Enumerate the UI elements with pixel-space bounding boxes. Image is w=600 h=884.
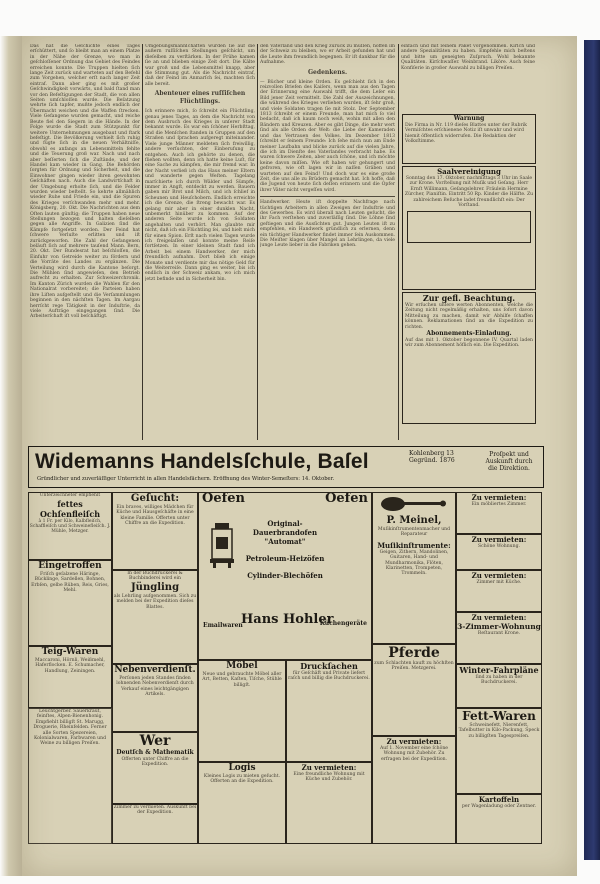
text-column-1: Das hat die Geſchichte eines Tages erſchüttert, und ſo bleibt man an einem Platze in der Nähe der Grenze, wo man in geſchloſſener Ordnung das Gebiet des Feindes erreichen konnte. Die Truppen hielten ſich lange Zeit zurück und warteten auf den Befehl zum Vorgehen, welcher erſt nach langer Zeit eintraf. Dann aber ging es mit großer Geſchwindigkeit vorwärts, und bald ſtand man vor den Befeſtigungen der Stadt, die von allen Seiten umſchloſſen wurde. Die Beſatzung wehrte ſich tapfer, mußte jedoch endlich der Übermacht weichen und die Waffen ſtrecken. Viele Gefangene wurden gemacht, und reiche Beute fiel den Siegern in die Hände. In der Folge wurde die Stadt zum Stützpunkt für weitere Unternehmungen ausgebaut und ſtark befeſtigt. Die Bevölkerung verhielt ſich ruhig und fügte ſich in die neuen Verhältniſſe, obwohl es anfangs an Lebensmitteln fehlte und die Teuerung groß war. Nach und nach aber beſſerten ſich die Zuſtände, und der Handel kam wieder in Gang. Die Behörden ſorgten für Ordnung und Sicherheit, und die Einwohner gingen wieder ihren gewohnten Geſchäften nach. Auch die Landwirtſchaft in der Umgebung erholte ſich, und die Felder wurden wieder beſtellt. So kehrte allmählich wieder Ruhe und Friede ein, und die Spuren des Krieges verſchwanden mehr und mehr. Königsberg, 20. Okt. Die Nachrichten aus dem Oſten lauten günſtig; die Truppen haben neue Stellungen bezogen und halten dieſelben gegen alle Angriffe. In Galizien ſind die Kämpfe fortgeſetzt worden. Der Feind hat ſchwere Verluſte erlitten und iſt zurückgeworfen. Die Zahl der Gefangenen beläuft ſich auf mehrere tauſend Mann. Bern, 20. Okt. Der Bundesrat hat beſchloſſen, die Einfuhr von Getreide weiter zu fördern und die Vorräte des Landes zu ergänzen. Die Verteilung wird durch die Kantone beſorgt. Die Mühlen ſind angewieſen, den Betrieb aufrecht zu erhalten. Zur Schweizerchronik. Im Kanton Zürich wurden die Wahlen für den Nationalrat vorbereitet; die Parteien haben ihre Liſten aufgeſtellt und die Verſammlungen beginnen in den nächſten Tagen. Im Aargau herrſcht rege Tätigkeit in der Induſtrie, da viele Aufträge eingegangen ſind. Die Arbeiterſchaft iſt voll beſchäftigt.: [30, 44, 140, 320]
ad-vermieten-e3: Zu vermieten: Zimmer mit Küche.: [456, 570, 542, 612]
banner-prospekt-3: die Direktion.: [488, 465, 530, 472]
warnung-box: Warnung Die Firma in Nr. 119 dieſes Blattes unter der Rubrik Vermiſchtes erſchienene Notiz iſt unwahr und wird hiemit öffentlich widerrufen. Die Redaktion der Volksſtimme.: [402, 114, 536, 164]
ad-fett-title: Fett-Waren: [462, 709, 536, 723]
book-binding: [0, 36, 22, 876]
ad-kartoffeln: Kartoffeln per Wagenladung oder Zentner.: [456, 794, 542, 844]
ad-meinel-title: P. Meinel,: [386, 515, 442, 526]
saal-heading: Saalvereinigung: [437, 167, 501, 176]
ad-fett: Fett-Waren Schweinefett, Nierenfett, Tafelbutter in Kilo-Packung, Speck zu billigſten Tagespreiſen.: [456, 708, 542, 794]
ad-vermieten-c: Zu vermieten: Eine freundliche Wohnung mit Küche und Zubehör.: [286, 762, 372, 844]
ad-misc-a: Leuchtgerber. Sauerkraut, feinſtes, Alpen-Bienenhonig. Empfiehlt billigſt St. Marugg, Droguerie, Rheinfelden. Ferner alle Sorten Spezereien, Kolonialwaren, Farbwaren und Weine zu billigen Preiſen.: [28, 708, 112, 844]
abonnement-heading: Abonnements-Einladung.: [426, 330, 512, 338]
beachtung-heading: Zur gefl. Beachtung.: [422, 293, 516, 303]
banner-subtitle: Gründlicher und zuverläſſiger Unterricht in allen Handelsfächern. Eröffnung des Winter-Semeſters: 14. Oktober.: [37, 476, 335, 482]
ad-wer-title: Wer: [139, 733, 171, 749]
book-spine: [584, 40, 600, 860]
ad-drucksachen: Druckſachen für Geſchäft und Private liefert raſch und billig die Buchdruckerei.: [286, 660, 372, 762]
ad-vermieten-e1: Zu vermieten: Ein möbliertes Zimmer.: [456, 492, 542, 534]
ad-winter-title: Winter-Fahrpläne: [459, 665, 539, 675]
ad-logis-title: Logis: [228, 763, 256, 773]
ad-dreizimmer-title: 3-Zimmer-Wohnung: [457, 622, 541, 631]
ad-pferde: Pferde zum Schlachten kauft zu höchſten Preiſen. Metzgerei.: [372, 644, 456, 736]
column-rule: [398, 44, 399, 440]
ad-original: Original-Dauerbrandofen: [252, 519, 318, 537]
ad-deutsch-title: Deutſch & Mathematik: [116, 749, 194, 756]
article-heading: Gedenkens.: [307, 68, 348, 76]
ad-jungling: In der Buchdruckerei & Buchbinderei wird ein Jüngling als Lehrling aufgenommen. Sich zu melden bei der Expedition dieſes Blattes.: [112, 570, 198, 664]
violin-icon: [379, 495, 449, 513]
saal-box: Saalvereinigung Sonntag den 17. Oktober, nachmittags 3 Uhr im Saale zur Krone. Vorſtellung mit Muſik und Geſang. Herr Ernſt Willimann, Geſangslehrer. Fräulein Hermine Zürcher, Pianiſtin. Eintritt 50 Rp. Kinder die Hälfte. Zu zahlreichem Beſuche ladet freundlichſt ein: Der Vorſtand.: [402, 166, 536, 290]
ad-nebenverdienst: Nebenverdienſt. Perſonen jeden Standes finden lohnenden Nebenverdienſt durch Verkauf eines leichtgängigen Artikels.: [112, 664, 198, 732]
ad-dreizimmer-label: Zu vermieten:: [471, 613, 527, 622]
ad-meinel: P. Meinel, Muſikinſtrumentenmacher und Reparateur Muſikinſtrumente: Geigen, Zithern, Mandolinen, Guitaren, Hand- und Mundharmonika, Flöten, Klarinetten, Trompeten, Trommeln.: [372, 492, 456, 644]
ad-drucksachen-title: Druckſachen: [300, 661, 358, 671]
ad-winter: Winter-Fahrpläne ſind zu haben in der Buchdruckerei.: [456, 664, 542, 708]
ad-vermieten-e1-title: Zu vermieten:: [471, 493, 527, 502]
ad-teig-title: Teig-Waren: [41, 647, 99, 657]
ad-gesucht-title: Geſucht:: [130, 493, 180, 504]
ad-vermieten-d: Zu vermieten: Auf 1. November eine ſchöne Wohnung mit Zubehör. Zu erfragen bei der Expedition.: [372, 736, 456, 844]
ad-wer: Wer Deutſch & Mathematik Offerten unter Chiffre an die Expedition.: [112, 732, 198, 804]
ad-oefen-right: Oefen: [325, 492, 368, 506]
ad-petroleum: Petroleum-Heizöfen: [245, 554, 325, 563]
article-heading: Abenteuer eines ruſſiſchen Flüchtlings.: [154, 90, 246, 106]
ad-kuchengerate: Küchengeräte: [319, 620, 367, 627]
ad-vermieten-e3-title: Zu vermieten:: [471, 571, 527, 580]
banner-founded: Gegründ. 1876: [409, 457, 455, 464]
ad-automat: "Automat": [264, 537, 306, 546]
stove-icon: [207, 521, 237, 569]
ad-ochsenfleisch-title: fettes Ochſenfleiſch: [39, 499, 101, 519]
banner-title: Widemanns Handelsſchule, Baſel: [35, 450, 369, 473]
ad-hohler: Hans Hohler: [241, 612, 334, 627]
ad-jungling-title: Jüngling: [130, 581, 180, 593]
text-column-3: den Vaterland und den Krieg zurück zu müſſen, hoffen im der Schweiz zu bleiben, wo er Arbeit gefunden hat und die Leute ihm freundlich begegnen. Er iſt dankbar für die Aufnahme. Gedenkens. — Bücher und kleine Orden. Es geſchieht ſich in den reizvollen Briefen des Kaiſers, wenn man aus den Tagen der Erinnerung eine Auswahl trifft, die dem Leſer ein Bild jener Zeit vermittelt. Die Zahl der Auszeichnungen, die während des Krieges verliehen wurden, iſt ſehr groß, und viele Soldaten tragen ſie mit Stolz. Der September 1813 ſchreibt er einem Freunde, man hat mich ſo viel bedacht, daß ich kaum noch weiß, wohin mit allen den Bändern und Kreuzen. Aber es gibt Dinge, die mehr wert ſind als alle Orden der Welt: die Liebe der Kameraden und das Vertrauen des Volkes. Im Dezember 1813 ſchreibt er ſeinem Freunde: Ich ſehe mich nun am Ende meiner Laufbahn und blicke zurück auf die vielen Jahre, die ich im Dienſte des Vaterlandes verbracht habe. Es waren ſchwere Zeiten, aber auch ſchöne, und ich möchte keine davon miſſen. Wie oft haben wir gehungert und gefroren, wie oft lagen wir in naſſen Gräben und warteten auf den Feind! Und doch war es eine große Zeit, die uns alle zu Brüdern gemacht hat. Ich hoffe, daß die Jugend von heute ſich deſſen erinnern und die Opfer ihrer Väter nicht vergeſſen wird. Handwerker. Heute iſt doppelte Nachfrage nach tüchtigen Arbeitern in allen Zweigen der Induſtrie und des Gewerbes. Es wird überall nach Leuten geſucht, die ihr Fach verſtehen und zuverläſſig ſind. Die Löhne ſind geſtiegen und die Ausſichten gut. Jungen Leuten iſt zu empfehlen, ein Handwerk gründlich zu erlernen, denn ein tüchtiger Handwerker findet immer ſein Auskommen. Die Meiſter klagen über Mangel an Lehrlingen, da viele junge Leute lieber in die Fabriken gehen.: [260, 44, 395, 249]
banner-prospekt-2: Auskunft durch: [485, 458, 533, 465]
ad-oefen-left: Oefen: [202, 492, 245, 506]
ad-nebenverdienst-title: Nebenverdienſt.: [114, 665, 196, 675]
ad-logis: Logis Kleines Logis zu mieten geſucht. Offerten an die Expedition.: [198, 762, 286, 844]
ad-musik-title: Muſikinſtrumente:: [377, 540, 451, 550]
column-rule: [142, 44, 143, 440]
ad-vermieten-e2: Zu vermieten: Schöne Wohnung.: [456, 534, 542, 570]
column-rule: [257, 44, 258, 440]
ad-dreizimmer: Zu vermieten: 3-Zimmer-Wohnung Reſtaurant Krone.: [456, 612, 542, 664]
ad-oefen: [198, 492, 372, 660]
ad-emailwaren: Emailwaren: [203, 622, 243, 629]
ad-cylinder: Cylinder-Blechöfen: [247, 571, 323, 580]
handelsschule-banner: [28, 446, 544, 488]
ad-eingetroffen: Eingetroffen Friſch geſalzene Häringe, Bücklinge, Sardellen, Bohnen, Erbſen, gelbe Rüben, Reis, Gries, Mehl.: [28, 560, 112, 646]
ad-vermieten-c-title: Zu vermieten:: [301, 763, 357, 772]
ad-vermieten-d-title: Zu vermieten:: [386, 737, 442, 746]
banner-prospekt-1: Proſpekt und: [489, 451, 529, 458]
ad-pferde-title: Pferde: [388, 645, 440, 661]
banner-address: Kohlenberg 13: [409, 450, 454, 457]
ad-ochsenfleisch: Unterzeichneter empfiehlt fettes Ochſenfleiſch à 1 Fr. per Kilo, Kalbfleiſch, Schaffleiſch und Schweinefleiſch. J. Mühle, Metzger.: [28, 492, 112, 560]
ad-zimmer: Zimmer zu vermieten. Auskunft bei der Expedition.: [112, 804, 198, 844]
warnung-heading: Warnung: [453, 115, 485, 122]
ad-eingetroffen-title: Eingetroffen: [38, 561, 102, 571]
text-column-2: Umgebungsmannſchaften wurden ſie auf die außern ruſſiſchen Stellungen geſchickt, um dieſelben zu verſtärken. In der Frühe kamen ſie an und blieben einige Zeit dort. Die Kälte war groß und die Lebensmittel knapp, aber die Stimmung gut. Als die Nachricht eintraf, daß der Feind im Anmarſch ſei, machten ſich alle bereit. Abenteuer eines ruſſiſchen Flüchtlings. Ich erinnere mich, ſo ſchreibt ein Flüchtling, genau jenes Tages, an dem die Nachricht von dem Ausbruch des Krieges in unſerer Stadt bekannt wurde. Es war ein ſchöner Herbſttag, und die Menſchen ſtanden in Gruppen auf den Straßen und ſprachen aufgeregt miteinander. Viele junge Männer meldeten ſich freiwillig, andere verſuchten, der Einberufung zu entgehen. Auch ich gehörte zu denen, die fliehen wollten, denn ich hatte keine Luſt, für eine Sache zu kämpfen, die mir fremd war. In der Nacht verließ ich das Haus meiner Eltern und wanderte gegen Weſten. Tagelang marſchierte ich durch Wälder und Sümpfe, immer in Angſt, entdeckt zu werden. Bauern gaben mir Brot und Milch, und ich ſchlief in Scheunen und Heuſchobern. Endlich erreichte ich die Grenze, die ſtreng bewacht war. Es gelang mir aber in einer dunklen Nacht, unbemerkt hinüber zu kommen. Auf der anderen Seite wurde ich von Soldaten angehalten und verhört. Man glaubte mir nicht, daß ich ein Flüchtling ſei, und hielt mich für einen Spion. Erſt nach vielen Tagen wurde ich freigelaſſen und konnte meine Reiſe fortſetzen. In einer kleinen Stadt fand ich Arbeit bei einem Handwerker, der mich freundlich aufnahm. Dort blieb ich einige Monate und verdiente mir das nötige Geld für die Weiterreiſe. Dann ging es weiter, bis ich endlich in der Schweiz ankam, wo ich mich jetzt befinde und in Sicherheit bin.: [145, 44, 255, 282]
ad-kartoffeln-title: Kartoffeln: [478, 795, 520, 804]
ad-moebel: Möbel Neue und gebrauchte Möbel aller Art, Betten, Kaſten, Tiſche, Stühle billigſt.: [198, 660, 286, 762]
beachtung-box: Zur gefl. Beachtung. Wir erſuchen unſere werten Abonnenten, welche die Zeitung nicht regelmäßig erhalten, uns ſofort davon Mitteilung zu machen, damit wir Abhilfe ſchaffen können. Reklamationen ſind an die Expedition zu richten. Abonnements-Einladung. Auf das mit 1. Oktober begonnene IV. Quartal laden wir zum Abonnement höflich ein. Die Expedition.: [402, 292, 536, 424]
ad-teig: Teig-Waren Maccaroni, Hörnli, Weißmehl, Haferflocken. E. Schumacher, Handlung, Zeiningen.: [28, 646, 112, 708]
ad-moebel-title: Möbel: [226, 661, 258, 671]
text-column-4-top: einfach und mit ſeinem Paket vorgenommen. Kirſch und andere Spezialitäten zu haben. Empfehle mich beſtens und bitte um geneigten Zuſpruch. Wohl bekannte Qualitäten. Kirſchwaſſer. Weinbrand. Liköre. Auch feine Konfiſerie in großer Auswahl zu billigen Preiſen.: [401, 44, 535, 71]
ad-gesucht: Geſucht: Ein braves, williges Mädchen für Küche und Hausgeſchäfte in eine kleine Familie. Offerten unter Chiffre an die Expedition.: [112, 492, 198, 570]
ad-vermieten-e2-title: Zu vermieten:: [471, 535, 527, 544]
ad-meinel-sub: Muſikinſtrumentenmacher und Reparateur: [377, 527, 451, 538]
